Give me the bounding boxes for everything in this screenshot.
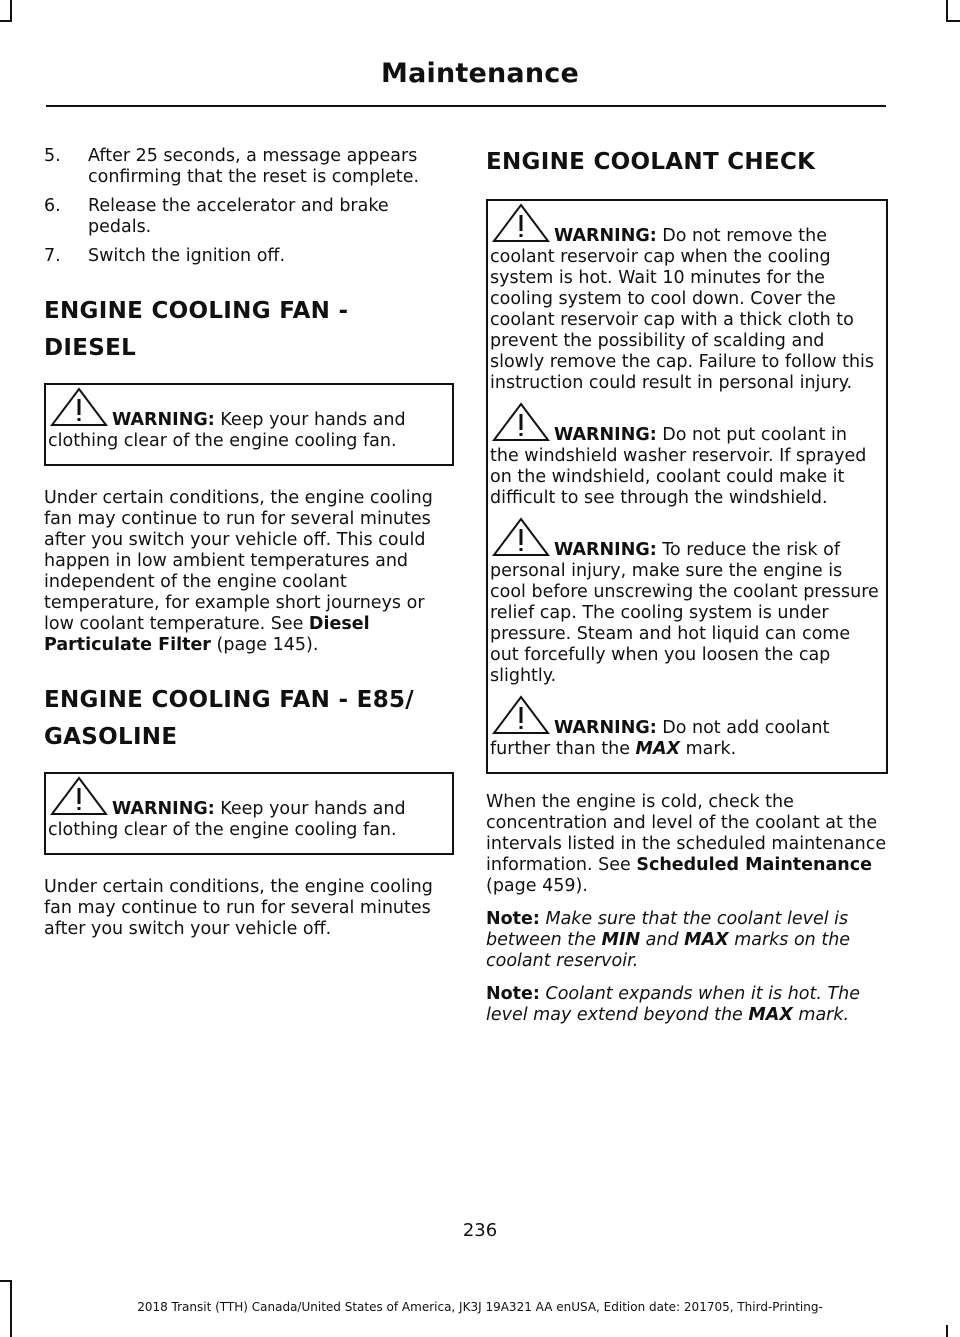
max-mark: MAX bbox=[635, 739, 680, 759]
crop-mark bbox=[0, 20, 12, 22]
warning-text: Keep your hands and clothing clear of the engine cooling fan. bbox=[48, 410, 406, 451]
left-column bbox=[44, 146, 454, 940]
warning-label: WARNING: bbox=[112, 799, 215, 819]
note-text: marks on the coolant reservoir. bbox=[486, 930, 851, 971]
crop-mark bbox=[10, 0, 12, 22]
section-heading-gasoline bbox=[44, 686, 454, 752]
crop-mark bbox=[946, 0, 948, 22]
footer: 2018 Transit (TTH) Canada/United States of America, JK3J 19A321 AA enUSA, Edition date: 201705, Third-Printing- bbox=[137, 1300, 823, 1314]
steps-list bbox=[44, 146, 454, 267]
page-reference: (page 145). bbox=[210, 635, 319, 655]
heading-line: GASOLINE bbox=[44, 724, 178, 750]
step-text: Switch the ignition off. bbox=[88, 246, 286, 266]
warning-label: WARNING: bbox=[554, 540, 657, 560]
warning-item bbox=[490, 527, 880, 687]
section-heading-diesel bbox=[44, 297, 454, 363]
warning-triangle-icon bbox=[490, 705, 552, 735]
crop-mark bbox=[946, 1325, 948, 1337]
warning-box bbox=[44, 383, 454, 466]
paragraph bbox=[486, 792, 888, 897]
paragraph-text: When the engine is cold, check the concentration and level of the coolant at the intervals listed in the scheduled maintenance information. See bbox=[486, 792, 887, 875]
warning-triangle-icon bbox=[48, 397, 110, 427]
warning-item bbox=[490, 705, 880, 760]
page-reference: (page 459). bbox=[486, 876, 588, 896]
warning-label: WARNING: bbox=[554, 226, 657, 246]
step-number: 5. bbox=[44, 146, 61, 166]
min-mark: MIN bbox=[601, 930, 641, 950]
list-item bbox=[44, 146, 454, 188]
step-number: 6. bbox=[44, 196, 61, 216]
note-label: Note: bbox=[486, 984, 540, 1004]
note bbox=[486, 909, 888, 972]
warning-item bbox=[490, 412, 880, 509]
warning-text: Do not add coolant further than the bbox=[490, 718, 830, 759]
header-rule bbox=[46, 105, 886, 107]
paragraph bbox=[44, 488, 454, 656]
right-column bbox=[486, 146, 888, 1026]
crop-mark bbox=[946, 20, 960, 22]
crop-mark bbox=[0, 1280, 12, 1282]
warning-label: WARNING: bbox=[554, 718, 657, 738]
page-title: Maintenance bbox=[381, 58, 579, 89]
max-mark: MAX bbox=[684, 930, 729, 950]
warning-label: WARNING: bbox=[554, 425, 657, 445]
max-mark: MAX bbox=[748, 1005, 793, 1025]
cross-reference-link[interactable]: Diesel Particulate Filter bbox=[44, 614, 370, 655]
heading-line: ENGINE COOLING FAN - bbox=[44, 298, 349, 324]
warning-box bbox=[486, 199, 888, 774]
note-label: Note: bbox=[486, 909, 540, 929]
warning-text: Keep your hands and clothing clear of the engine cooling fan. bbox=[48, 799, 406, 840]
warning-box bbox=[44, 772, 454, 855]
paragraph-text: Under certain conditions, the engine cooling fan may continue to run for several minutes after you switch your vehicle off. This could happen in low ambient temperatures and independent of the engine coolant temperature, for example short journeys or low coolant temperature. See bbox=[44, 488, 433, 634]
paragraph: Under certain conditions, the engine cooling fan may continue to run for several minutes after you switch your vehicle off. bbox=[44, 877, 433, 939]
note bbox=[486, 984, 888, 1026]
heading-line: DIESEL bbox=[44, 335, 137, 361]
cross-reference-link[interactable]: Scheduled Maintenance bbox=[636, 855, 873, 875]
warning-triangle-icon bbox=[490, 527, 552, 557]
step-text: After 25 seconds, a message appears confirming that the reset is complete. bbox=[88, 146, 420, 187]
warning-text: Do not put coolant in the windshield washer reservoir. If sprayed on the windshield, coolant could make it difficult to see through the windshield. bbox=[490, 425, 867, 508]
list-item bbox=[44, 196, 454, 238]
warning-triangle-icon bbox=[48, 786, 110, 816]
warning-item bbox=[48, 397, 446, 452]
heading-line: ENGINE COOLING FAN - E85/ bbox=[44, 687, 414, 713]
warning-text: Do not remove the coolant reservoir cap when the cooling system is hot. Wait 10 minutes for the cooling system to cool down. Cover the coolant reservoir cap with a thick cloth to prevent the possibility of scalding and slowly remove the cap. Failure to follow this instruction could result in personal injury. bbox=[490, 226, 875, 393]
warning-triangle-icon bbox=[490, 213, 552, 243]
warning-label: WARNING: bbox=[112, 410, 215, 430]
note-text: and bbox=[640, 930, 685, 950]
step-text: Release the accelerator and brake pedals. bbox=[88, 196, 389, 237]
warning-item bbox=[490, 213, 880, 394]
warning-item bbox=[48, 786, 446, 841]
warning-text: mark. bbox=[680, 739, 737, 759]
note-text: Make sure that the coolant level is between the bbox=[486, 909, 849, 950]
list-item bbox=[44, 246, 454, 267]
step-number: 7. bbox=[44, 246, 61, 266]
warning-text: To reduce the risk of personal injury, make sure the engine is cool before unscrewing the coolant pressure relief cap. The cooling system is under pressure. Steam and hot liquid can come out forcefully when you loosen the cap slightly. bbox=[490, 540, 879, 686]
warning-triangle-icon bbox=[490, 412, 552, 442]
note-text: Coolant expands when it is hot. The level may extend beyond the bbox=[486, 984, 861, 1025]
section-heading-coolant: ENGINE COOLANT CHECK bbox=[486, 149, 816, 175]
page-number: 236 bbox=[462, 1220, 498, 1241]
note-text: mark. bbox=[792, 1005, 850, 1025]
